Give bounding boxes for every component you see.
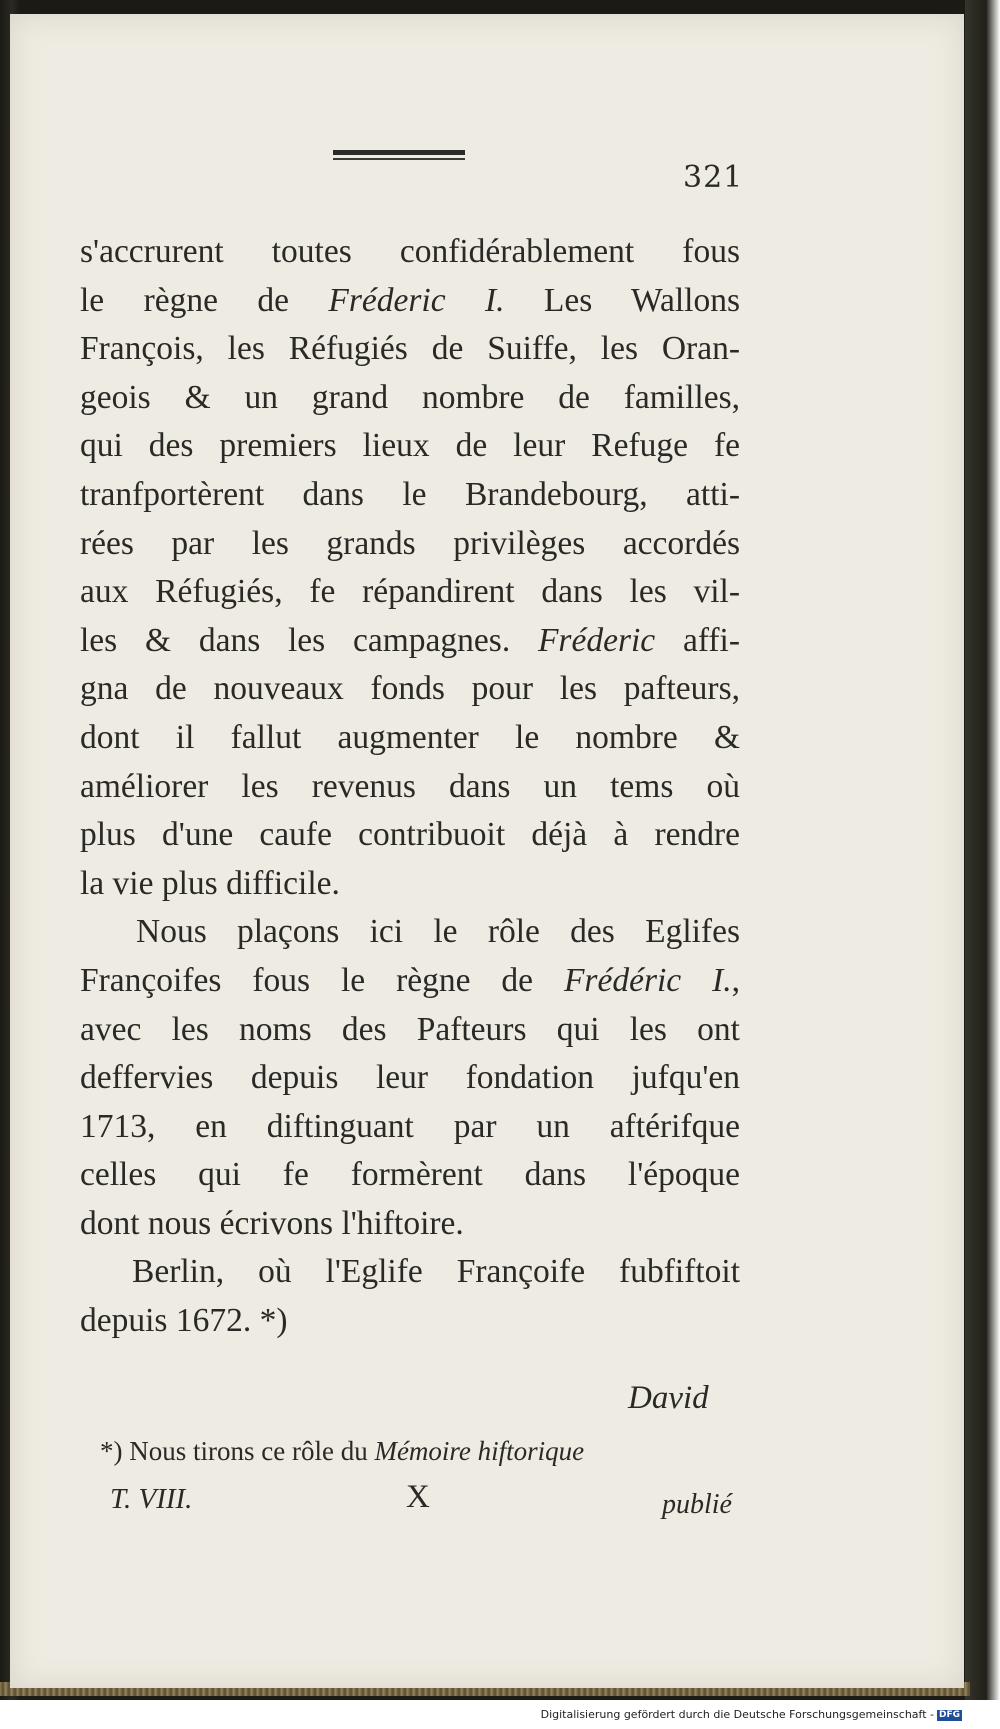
text-line: [80, 422, 740, 471]
text-run: gna de nouveaux fonds pour les pafteurs,: [80, 670, 740, 708]
dfg-logo-icon: DFG: [938, 1709, 960, 1720]
text-run: s'accrurent toutes confidérablement fous: [80, 233, 740, 270]
text-run: affi-: [655, 621, 740, 659]
signature-row: [110, 1479, 732, 1523]
text-run: ,: [731, 961, 740, 999]
text-line: [80, 957, 740, 1006]
text-run: avec les noms des Pafteurs qui les ont: [80, 1010, 740, 1048]
text-line: [80, 763, 740, 812]
text-line: [80, 471, 740, 520]
signature-mark: X: [406, 1479, 430, 1515]
italic-run: Fréderic: [537, 621, 656, 659]
book-edge-right: [965, 0, 1000, 1700]
text-run: qui des premiers lieux de leur Refuge fe: [80, 427, 740, 465]
footnote-catchword: publié: [662, 1489, 732, 1520]
text-run: François, les Réfugiés de Suiffe, les Oran-: [80, 330, 740, 368]
text-run: dont nous écrivons l'hiftoire.: [80, 1204, 464, 1242]
text-line: [80, 1200, 740, 1249]
text-line: [80, 1054, 740, 1103]
text-run: rées par les grands privilèges accordés: [80, 524, 740, 562]
text-run: améliorer les revenus dans un tems où: [80, 767, 740, 805]
text-line: [80, 617, 740, 666]
text-run: deffervies depuis leur fondation jufqu'en: [80, 1059, 740, 1097]
footnote-text: Nous tirons ce rôle du: [122, 1436, 375, 1466]
text-line: [80, 1103, 740, 1152]
text-run: dont il fallut augmenter le nombre &: [80, 718, 740, 756]
text-line: [80, 277, 740, 326]
digitization-credit: [541, 1708, 962, 1721]
credit-text: Digitalisierung gefördert durch die Deutsche Forschungsgemeinschaft -: [540, 1708, 934, 1721]
catchword: David: [628, 1380, 709, 1416]
text-run: geois & un grand nombre de familles,: [80, 378, 740, 416]
footnote: [100, 1434, 730, 1468]
text-line: [80, 374, 740, 423]
text-run: plus d'une caufe contribuoit déjà à rendre: [80, 816, 740, 854]
page-number: 321: [683, 160, 744, 195]
text-run: depuis 1672. *): [80, 1302, 288, 1340]
text-run: 1713, en diftinguant par un aftérifque: [80, 1107, 740, 1145]
footnote-marker: *): [100, 1436, 123, 1466]
footnote-italic: Mémoire hiftorique: [374, 1436, 585, 1466]
text-run: celles qui fe formèrent dans l'époque: [80, 1156, 740, 1194]
text-line: [80, 714, 740, 763]
text-run: Françoifes fous le règne de: [80, 961, 564, 999]
text-run: le règne de: [80, 281, 329, 319]
text-line: [80, 860, 740, 909]
header-rule: [333, 146, 465, 162]
italic-run: Fréderic I.: [328, 281, 505, 319]
text-line: [80, 520, 740, 569]
text-run: aux Réfugiés, fe répandirent dans les vil-: [80, 573, 740, 611]
header-rule-thin: [333, 158, 465, 160]
text-run: Berlin, où l'Eglife Françoife fubfiftoit: [132, 1253, 740, 1291]
text-run: les & dans les campagnes.: [80, 621, 538, 659]
text-line: [80, 228, 740, 277]
text-line: [80, 1151, 740, 1200]
text-line: [80, 908, 740, 957]
text-line: [80, 1297, 740, 1346]
text-line: [80, 1248, 740, 1297]
text-line: [80, 665, 740, 714]
text-run: Les Wallons: [504, 281, 740, 319]
text-line: [80, 568, 740, 617]
text-run: tranfportèrent dans le Brandebourg, atti-: [80, 475, 740, 513]
volume-mark: T. VIII.: [110, 1483, 193, 1515]
text-line: [80, 325, 740, 374]
text-run: Nous plaçons ici le rôle des Eglifes: [136, 913, 740, 951]
header-rule-thick: [333, 150, 465, 155]
text-line: [80, 811, 740, 860]
text-line: [80, 1006, 740, 1055]
body-text: [80, 228, 740, 1346]
italic-run: Frédéric I.: [563, 961, 732, 999]
text-run: la vie plus difficile.: [80, 864, 340, 902]
